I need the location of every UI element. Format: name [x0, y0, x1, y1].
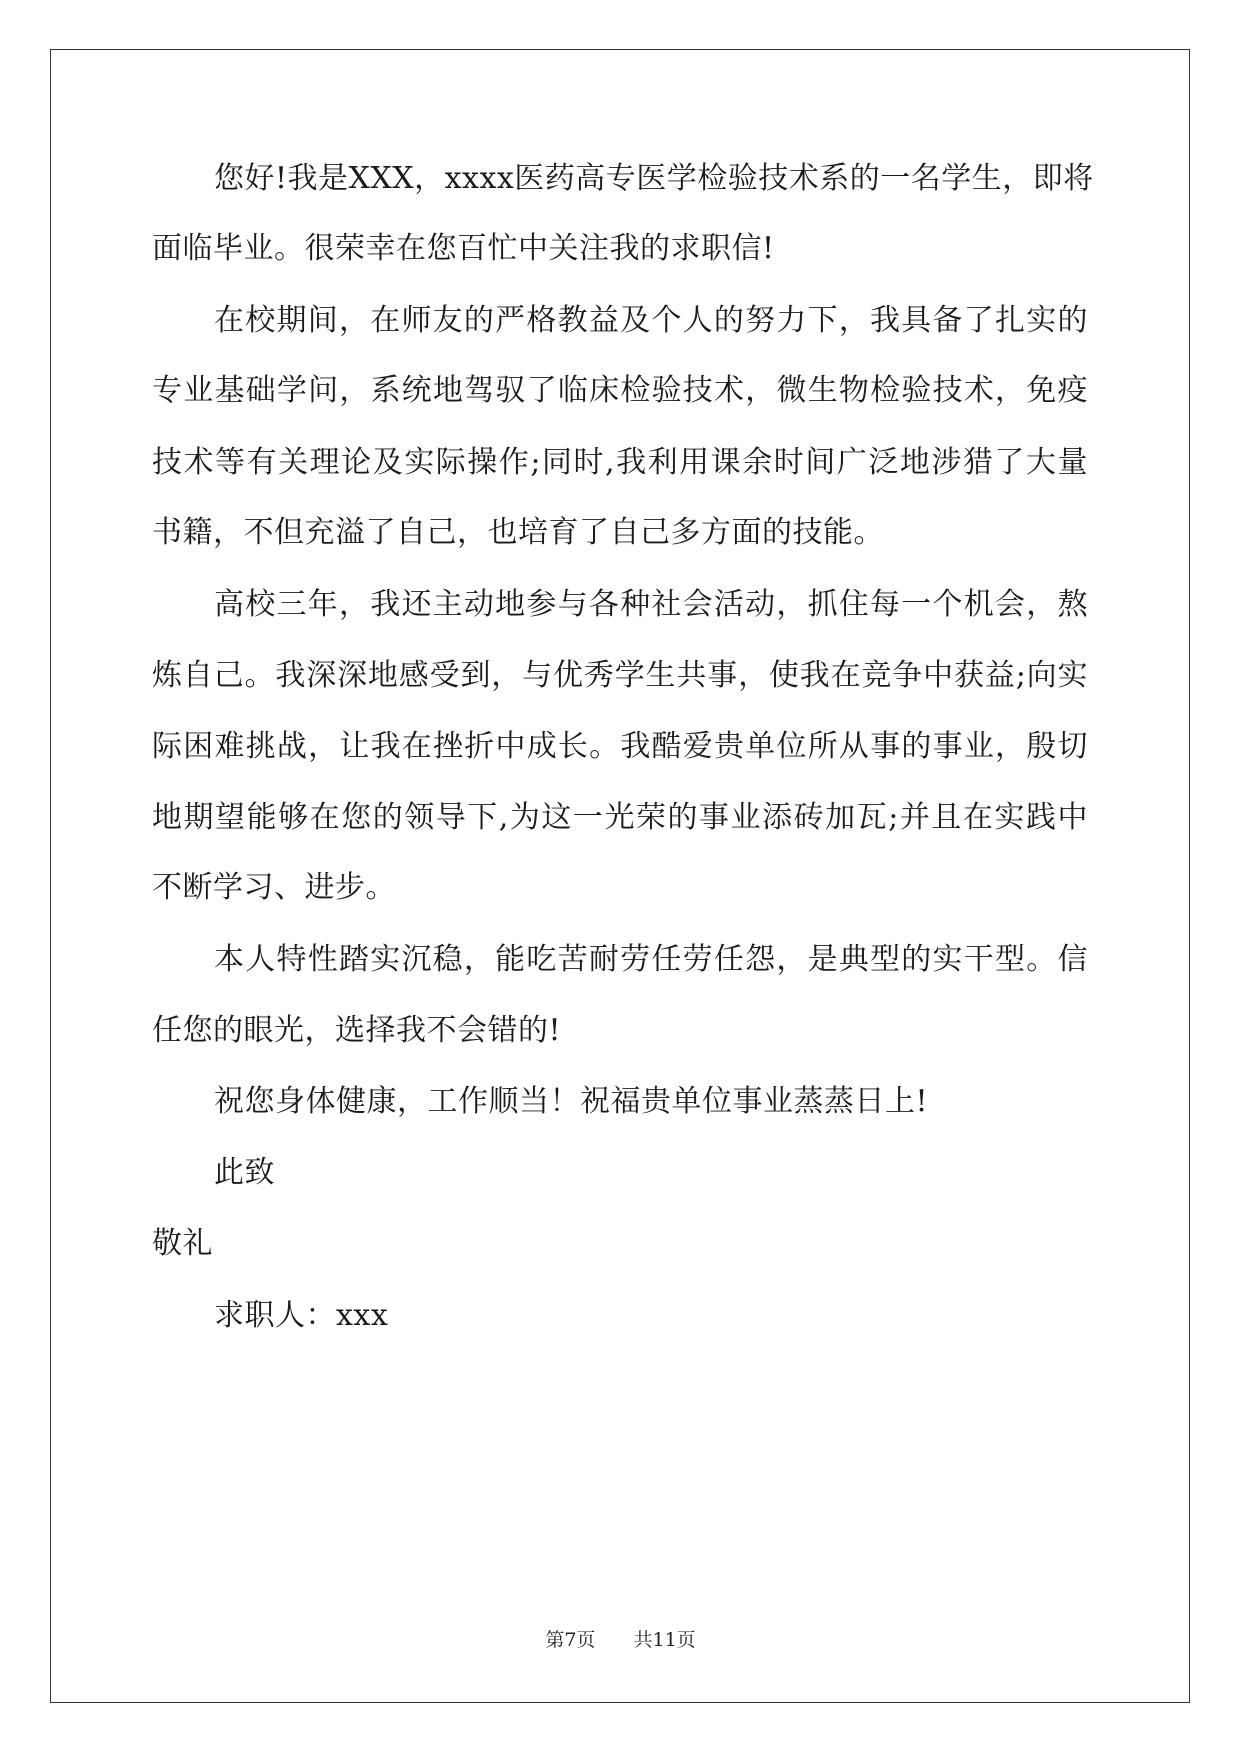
paragraph-character-line-1: 本人特性踏实沉稳，能吃苦耐劳任劳任怨，是典型的实干型。信 [214, 942, 1088, 977]
paragraph-study-line-4: 书籍，不但充溢了自己，也培育了自己多方面的技能。 [152, 515, 884, 550]
paragraph-activities-line-5: 不断学习、进步。 [152, 870, 396, 905]
wishes-line: 祝您身体健康，工作顺当！祝福贵单位事业蒸蒸日上! [214, 1084, 929, 1119]
paragraph-activities-line-2: 炼自己。我深深地感受到，与优秀学生共事，使我在竞争中获益;向实 [152, 658, 1088, 693]
current-page-label: 第7页 [545, 1629, 596, 1651]
signature-line: 求职人：xxx [214, 1298, 389, 1333]
closing-cizhi: 此致 [214, 1155, 275, 1190]
total-pages-label: 共11页 [633, 1629, 696, 1651]
paragraph-activities-line-4: 地期望能够在您的领导下,为这一光荣的事业添砖加瓦;并且在实践中 [152, 800, 1088, 835]
page-footer [0, 1628, 1241, 1652]
closing-jingli: 敬礼 [152, 1226, 213, 1261]
paragraph-study-line-1: 在校期间，在师友的严格教益及个人的努力下，我具备了扎实的 [214, 303, 1088, 338]
paragraph-character-line-2: 任您的眼光，选择我不会错的! [152, 1013, 562, 1048]
paragraph-greeting-line-1: 您好!我是XXX，xxxx医药高专医学检验技术系的一名学生，即将 [214, 161, 1094, 196]
paragraph-greeting-line-2: 面临毕业。很荣幸在您百忙中关注我的求职信! [152, 231, 775, 266]
paragraph-activities-line-3: 际困难挑战，让我在挫折中成长。我酷爱贵单位所从事的事业，殷切 [152, 729, 1088, 764]
paragraph-study-line-2: 专业基础学问，系统地驾驭了临床检验技术，微生物检验技术，免疫 [152, 373, 1088, 408]
paragraph-activities-line-1: 高校三年，我还主动地参与各种社会活动，抓住每一个机会，熬 [214, 587, 1088, 622]
paragraph-study-line-3: 技术等有关理论及实际操作;同时,我利用课余时间广泛地涉猎了大量 [152, 445, 1088, 480]
